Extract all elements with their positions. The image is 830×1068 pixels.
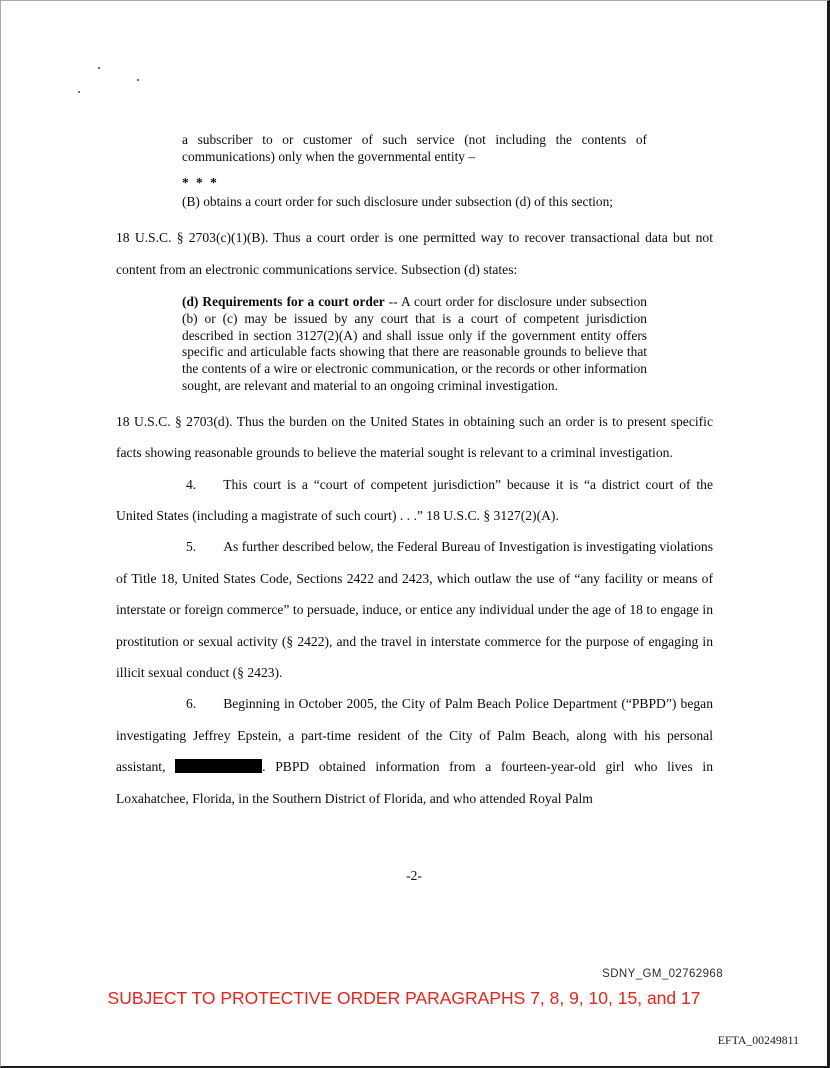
numbered-paragraph-5: [116, 531, 713, 688]
quote-subsection-b: (B) obtains a court order for such disclosure under subsection (d) of this section;: [182, 194, 613, 210]
bates-stamp-sdny: SDNY_GM_02762968: [602, 968, 723, 980]
scan-artifact: [137, 79, 139, 81]
paragraph-2703c-discussion: 18 U.S.C. § 2703(c)(1)(B). Thus a court order is one permitted way to recover transactional data but not content from an electronic communications service. Subsection (d) states:: [116, 230, 713, 277]
redaction-box: [175, 759, 262, 773]
scan-artifact: [78, 91, 80, 93]
bates-stamp-efta: EFTA_00249811: [717, 1033, 799, 1047]
paragraph-text: This court is a “court of competent jurisdiction” because it is “a district court of the United States (including a magistrate of such court) . . .” 18 U.S.C. § 3127(2)(A).: [116, 476, 713, 523]
quote-text: a subscriber to or customer of such service (not including the contents of communications) only when the governmental entity –: [182, 132, 647, 164]
paragraph-text: . PBPD obtained information from a fourteen-year-old girl who lives in Loxahatchee, Florida, in the Southern District of Florida, and who attended Royal Palm: [116, 759, 713, 806]
paragraph-number: 5.: [186, 539, 197, 555]
quote-d-heading: (d) Requirements for a court order: [182, 294, 385, 309]
quote-text: [182, 294, 647, 395]
document-body: [116, 132, 713, 814]
numbered-paragraph-4: [116, 469, 713, 532]
statute-quote-2703d: [182, 294, 647, 395]
protective-order-legend: SUBJECT TO PROTECTIVE ORDER PARAGRAPHS 7, 8, 9, 10, 15, and 17: [107, 988, 701, 1008]
statute-quote-2703c: [182, 132, 647, 211]
asterisk-separator: * * *: [182, 174, 219, 190]
page-number: -2-: [406, 868, 422, 883]
numbered-paragraph-6: [116, 688, 713, 814]
scan-artifact: [98, 67, 100, 69]
quote-d-body: -- A court order for disclosure under subsection (b) or (c) may be issued by any court that is a court of competent jurisdiction described in section 3127(2)(A) and shall issue only if the government entity offers specific and articulable facts showing that there are reasonable grounds to believe that the contents of a wire or electronic communication, or the records or other information sought, are relevant and material to an ongoing criminal investigation.: [182, 294, 647, 393]
paragraph-2703d-discussion: 18 U.S.C. § 2703(d). Thus the burden on the United States in obtaining such an order is to present specific facts showing reasonable grounds to believe the material sought is relevant to a criminal investigation.: [116, 413, 713, 461]
paragraph-number: 4.: [186, 476, 197, 492]
paragraph-number: 6.: [186, 696, 197, 712]
paragraph-text: Beginning in October 2005, the City of Palm Beach Police Department (“PBPD”) began investigating Jeffrey Epstein, a part-time resident of the City of Palm Beach, along with his personal assistant,: [116, 696, 713, 775]
paragraph-text: As further described below, the Federal Bureau of Investigation is investigating violations of Title 18, United States Code, Sections 2422 and 2423, which outlaw the use of “any facility or means of interstate or foreign commerce” to persuade, induce, or entice any individual under the age of 18 to engage in prostitution or sexual activity (§ 2422), and the travel in interstate commerce for the purpose of engaging in illicit sexual conduct (§ 2423).: [116, 539, 713, 681]
